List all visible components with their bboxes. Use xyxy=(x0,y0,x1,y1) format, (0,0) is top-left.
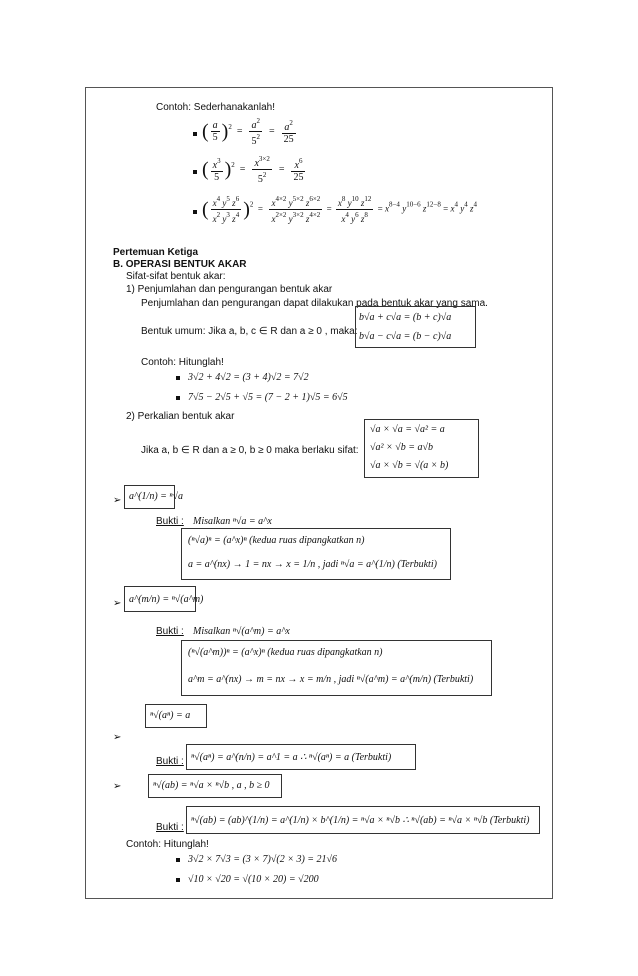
bullet xyxy=(176,376,180,380)
sum-formula: b√a + c√a = (b + c)√a xyxy=(359,312,452,323)
item1-general-form: Bentuk umum: Jika a, b, c ∈ R dan a ≥ 0 , maka: xyxy=(141,326,358,337)
proof3-formula: ⁿ√(aⁿ) = a xyxy=(150,710,191,721)
item1-example-1: 3√2 + 4√2 = (3 + 4)√2 = 7√2 xyxy=(188,372,309,383)
item2-condition: Jika a, b ∈ R dan a ≥ 0, b ≥ 0 maka berlaku sifat: xyxy=(141,445,359,456)
item1-title: 1) Penjumlahan dan pengurangan bentuk akar xyxy=(126,284,333,295)
document-page xyxy=(85,87,553,899)
proof1-label: Bukti : xyxy=(156,516,184,527)
proof3-label: Bukti : xyxy=(156,756,184,767)
item1-description: Penjumlahan dan pengurangan dapat dilakukan pada bentuk akar yang sama. xyxy=(141,298,488,309)
final-example-label: Contoh: Hitunglah! xyxy=(126,839,209,850)
property-3: √a × √b = √(a × b) xyxy=(370,460,449,471)
section-subtitle: Sifat-sifat bentuk akar: xyxy=(126,271,226,282)
meeting-heading: Pertemuan Ketiga xyxy=(113,247,199,258)
bullet xyxy=(176,396,180,400)
arrow-bullet-icon: ➢ xyxy=(113,598,122,609)
difference-formula: b√a − c√a = (b − c)√a xyxy=(359,331,452,342)
bullet xyxy=(193,170,197,174)
item2-title: 2) Perkalian bentuk akar xyxy=(126,411,235,422)
proof3-formula-box xyxy=(145,704,207,728)
proof2-line2: (ⁿ√(a^m))ⁿ = (a^x)ⁿ (kedua ruas dipangkatkan n) xyxy=(188,647,383,658)
arrow-bullet-icon: ➢ xyxy=(113,781,122,792)
proof4-box xyxy=(186,806,540,834)
proof1-line3: a = a^(nx) → 1 = nx → x = 1/n , jadi ⁿ√a = a^(1/n) (Terbukti) xyxy=(188,559,437,570)
proof3-line1: ⁿ√(aⁿ) = a^(n/n) = a^1 = a ∴ ⁿ√(aⁿ) = a (Terbukti) xyxy=(191,752,392,763)
proof1-line1: Misalkan ⁿ√a = a^x xyxy=(193,516,272,527)
proof4-line1: ⁿ√(ab) = (ab)^(1/n) = a^(1/n) × b^(1/n) = ⁿ√a × ⁿ√b ∴ ⁿ√(ab) = ⁿ√a × ⁿ√b (Terbukti) xyxy=(191,815,530,826)
example-1-formula: ( $\frac{a}{5}$ )$^2$ = $\frac{a^2}{5^2}$ = $\frac{a^2}{25}$ xyxy=(202,117,294,147)
example-2-formula: ( $\frac{x^3}{5}$ )$^2$ = $\frac{x^{3\times 2}}{5^2}$ = $\frac{x^6}{25}$ xyxy=(202,155,304,185)
bullet xyxy=(176,858,180,862)
proof2-label: Bukti : xyxy=(156,626,184,637)
proof4-label: Bukti : xyxy=(156,822,184,833)
example-label: Contoh: Sederhanakanlah! xyxy=(156,102,275,113)
sum-formula-box xyxy=(355,306,476,348)
final-example-1: 3√2 × 7√3 = (3 × 7)√(2 × 3) = 21√6 xyxy=(188,854,338,865)
multiplication-properties-box xyxy=(364,419,479,478)
proof2-formula: a^(m/n) = ⁿ√(a^m) xyxy=(129,594,204,605)
proof2-formula-box xyxy=(124,586,204,612)
proof2-line3: a^m = a^(nx) → m = nx → x = m/n , jadi ⁿ√(a^m) = a^(m/n) (Terbukti) xyxy=(188,674,474,685)
final-example-2: √10 × √20 = √(10 × 20) = √200 xyxy=(188,874,319,885)
proof1-box xyxy=(181,528,451,580)
arrow-bullet-icon: ➢ xyxy=(113,495,122,506)
bullet xyxy=(176,878,180,882)
example-3-formula: ( $\frac{x^4 y^5 z^6}{x^2 y^3 z^4}$ )$^2$ = $\frac{x^{4\times 2} y^{5\times 2} z^{6\times 2}}{x^{2\times 2} y^{3\times 2} z^{4\times 2}}$ = $\frac{x^8 y^{10} z^{12}}{x^4 y^6 z^8}$ = $x^{8-4}$ $y^{10-6}$ $z^{12-8} = x^4$ $y^4$ $z^4$ xyxy=(202,195,477,224)
proof2-line1: Misalkan ⁿ√(a^m) = a^x xyxy=(193,626,290,637)
proof1-formula: a^(1/n) = ⁿ√a xyxy=(129,491,184,502)
property-1: √a × √a = √a² = a xyxy=(370,424,445,435)
item1-example-2: 7√5 − 2√5 + √5 = (7 − 2 + 1)√5 = 6√5 xyxy=(188,392,348,403)
proof4-formula-box xyxy=(148,774,282,798)
proof1-formula-box xyxy=(124,485,184,509)
section-title: B. OPERASI BENTUK AKAR xyxy=(113,259,247,270)
proof3-box xyxy=(186,744,416,770)
arrow-bullet-icon: ➢ xyxy=(113,732,122,743)
bullet xyxy=(193,210,197,214)
item1-example-label: Contoh: Hitunglah! xyxy=(141,357,224,368)
proof1-line2: (ⁿ√a)ⁿ = (a^x)ⁿ (kedua ruas dipangkatkan n) xyxy=(188,535,365,546)
property-2: √a² × √b = a√b xyxy=(370,442,433,453)
proof4-formula: ⁿ√(ab) = ⁿ√a × ⁿ√b , a , b ≥ 0 xyxy=(153,780,270,791)
proof2-box xyxy=(181,640,492,696)
bullet xyxy=(193,132,197,136)
